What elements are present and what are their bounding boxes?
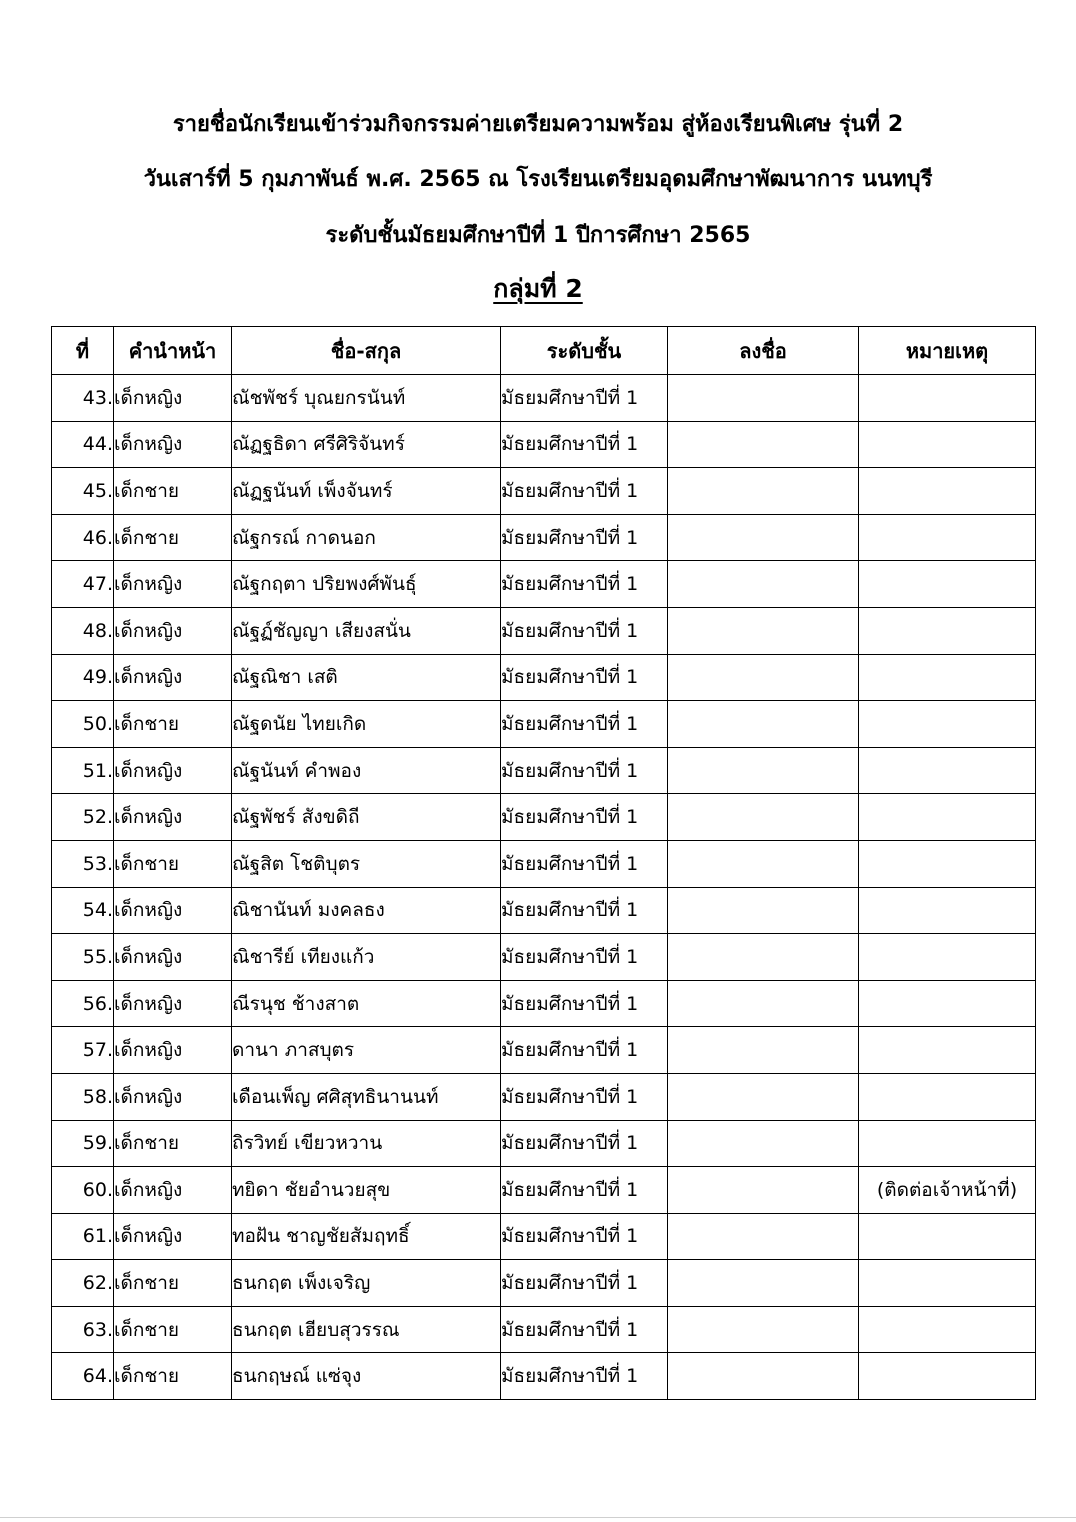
- table-row: [52, 468, 1036, 515]
- row-grade-level: มัธยมศึกษาปีที่ 1: [501, 375, 668, 422]
- row-number: 48.: [52, 607, 114, 654]
- row-signature-cell: [668, 1073, 859, 1120]
- row-grade-level: มัธยมศึกษาปีที่ 1: [501, 1120, 668, 1167]
- table-row: [52, 1260, 1036, 1307]
- row-prefix: เด็กหญิง: [114, 375, 232, 422]
- row-full-name: ณิชารีย์ เทียงแก้ว: [232, 934, 501, 981]
- row-full-name: ธนกฤต เฮียบสุวรรณ: [232, 1306, 501, 1353]
- row-signature-cell: [668, 1260, 859, 1307]
- row-full-name: ณัฐกรณ์ กาดนอก: [232, 514, 501, 561]
- row-grade-level: มัธยมศึกษาปีที่ 1: [501, 514, 668, 561]
- row-grade-level: มัธยมศึกษาปีที่ 1: [501, 934, 668, 981]
- table-row: [52, 747, 1036, 794]
- header-signature: ลงชื่อ: [668, 327, 859, 375]
- row-prefix: เด็กหญิง: [114, 934, 232, 981]
- row-prefix: เด็กชาย: [114, 701, 232, 748]
- row-grade-level: มัธยมศึกษาปีที่ 1: [501, 1213, 668, 1260]
- row-number: 44.: [52, 421, 114, 468]
- row-grade-level: มัธยมศึกษาปีที่ 1: [501, 468, 668, 515]
- row-note: [859, 794, 1036, 841]
- table-row: [52, 421, 1036, 468]
- row-signature-cell: [668, 468, 859, 515]
- row-note: (ติดต่อเจ้าหน้าที่): [859, 1167, 1036, 1214]
- row-full-name: ณีรนุช ช้างสาต: [232, 980, 501, 1027]
- row-note: [859, 1353, 1036, 1400]
- row-grade-level: มัธยมศึกษาปีที่ 1: [501, 1073, 668, 1120]
- table-row: [52, 980, 1036, 1027]
- row-signature-cell: [668, 607, 859, 654]
- row-grade-level: มัธยมศึกษาปีที่ 1: [501, 701, 668, 748]
- row-signature-cell: [668, 980, 859, 1027]
- row-full-name: ณัฐกฤตา ปริยพงศ์พันธุ์: [232, 561, 501, 608]
- table-row: [52, 654, 1036, 701]
- table-row: [52, 840, 1036, 887]
- row-grade-level: มัธยมศึกษาปีที่ 1: [501, 1306, 668, 1353]
- row-full-name: ณัฏฐธิดา ศรีศิริจันทร์: [232, 421, 501, 468]
- row-signature-cell: [668, 840, 859, 887]
- row-note: [859, 421, 1036, 468]
- row-full-name: ณัฐณิชา เสติ: [232, 654, 501, 701]
- row-number: 50.: [52, 701, 114, 748]
- row-prefix: เด็กชาย: [114, 840, 232, 887]
- student-roster-table: [51, 326, 1036, 1400]
- row-full-name: เดือนเพ็ญ ศศิสุทธินานนท์: [232, 1073, 501, 1120]
- table-row: [52, 607, 1036, 654]
- row-number: 56.: [52, 980, 114, 1027]
- table-header-row: [52, 327, 1036, 375]
- row-grade-level: มัธยมศึกษาปีที่ 1: [501, 747, 668, 794]
- row-grade-level: มัธยมศึกษาปีที่ 1: [501, 561, 668, 608]
- row-grade-level: มัธยมศึกษาปีที่ 1: [501, 794, 668, 841]
- header-level: ระดับชั้น: [501, 327, 668, 375]
- row-prefix: เด็กชาย: [114, 1353, 232, 1400]
- row-note: [859, 1073, 1036, 1120]
- row-full-name: ทยิดา ชัยอำนวยสุข: [232, 1167, 501, 1214]
- row-signature-cell: [668, 375, 859, 422]
- row-prefix: เด็กชาย: [114, 1120, 232, 1167]
- event-date-location: วันเสาร์ที่ 5 กุมภาพันธ์ พ.ศ. 2565 ณ โรงเรียนเตรียมอุดมศึกษาพัฒนาการ นนทบุรี: [143, 167, 933, 192]
- document-title: รายชื่อนักเรียนเข้าร่วมกิจกรรมค่ายเตรียมความพร้อม สู่ห้องเรียนพิเศษ รุ่นที่ 2: [172, 112, 904, 137]
- row-note: [859, 1260, 1036, 1307]
- row-signature-cell: [668, 561, 859, 608]
- header-note: หมายเหตุ: [859, 327, 1036, 375]
- row-number: 58.: [52, 1073, 114, 1120]
- header-no: ที่: [52, 327, 114, 375]
- table-row: [52, 794, 1036, 841]
- row-note: [859, 607, 1036, 654]
- row-number: 60.: [52, 1167, 114, 1214]
- row-prefix: เด็กชาย: [114, 1260, 232, 1307]
- row-grade-level: มัธยมศึกษาปีที่ 1: [501, 1353, 668, 1400]
- row-note: [859, 514, 1036, 561]
- row-full-name: ธนกฤษณ์ แซ่จุง: [232, 1353, 501, 1400]
- row-grade-level: มัธยมศึกษาปีที่ 1: [501, 980, 668, 1027]
- row-number: 64.: [52, 1353, 114, 1400]
- row-prefix: เด็กชาย: [114, 468, 232, 515]
- row-note: [859, 701, 1036, 748]
- row-note: [859, 980, 1036, 1027]
- row-number: 51.: [52, 747, 114, 794]
- row-signature-cell: [668, 1306, 859, 1353]
- row-prefix: เด็กหญิง: [114, 887, 232, 934]
- row-signature-cell: [668, 701, 859, 748]
- row-note: [859, 1027, 1036, 1074]
- row-number: 57.: [52, 1027, 114, 1074]
- table-row: [52, 1167, 1036, 1214]
- row-full-name: ณัฐพัชร์ สังขดิถี: [232, 794, 501, 841]
- row-note: [859, 468, 1036, 515]
- table-body: [52, 375, 1036, 1400]
- table-row: [52, 1306, 1036, 1353]
- row-prefix: เด็กหญิง: [114, 654, 232, 701]
- row-grade-level: มัธยมศึกษาปีที่ 1: [501, 887, 668, 934]
- row-prefix: เด็กหญิง: [114, 747, 232, 794]
- row-prefix: เด็กหญิง: [114, 421, 232, 468]
- row-grade-level: มัธยมศึกษาปีที่ 1: [501, 421, 668, 468]
- row-number: 55.: [52, 934, 114, 981]
- table-row: [52, 1213, 1036, 1260]
- row-grade-level: มัธยมศึกษาปีที่ 1: [501, 607, 668, 654]
- row-full-name: ณัฐนันท์ คำพอง: [232, 747, 501, 794]
- row-note: [859, 747, 1036, 794]
- row-prefix: เด็กหญิง: [114, 561, 232, 608]
- row-prefix: เด็กหญิง: [114, 1027, 232, 1074]
- row-signature-cell: [668, 1353, 859, 1400]
- row-prefix: เด็กหญิง: [114, 980, 232, 1027]
- row-grade-level: มัธยมศึกษาปีที่ 1: [501, 840, 668, 887]
- row-note: [859, 1213, 1036, 1260]
- header-name: ชื่อ-สกุล: [232, 327, 501, 375]
- grade-level-year: ระดับชั้นมัธยมศึกษาปีที่ 1 ปีการศึกษา 2565: [325, 223, 751, 248]
- row-grade-level: มัธยมศึกษาปีที่ 1: [501, 1027, 668, 1074]
- table-row: [52, 375, 1036, 422]
- row-note: [859, 887, 1036, 934]
- row-full-name: ธนกฤต เพ็งเจริญ: [232, 1260, 501, 1307]
- table-row: [52, 514, 1036, 561]
- row-signature-cell: [668, 887, 859, 934]
- row-prefix: เด็กชาย: [114, 514, 232, 561]
- row-signature-cell: [668, 514, 859, 561]
- table-row: [52, 561, 1036, 608]
- row-full-name: ถิรวิทย์ เขียวหวาน: [232, 1120, 501, 1167]
- row-number: 62.: [52, 1260, 114, 1307]
- row-signature-cell: [668, 654, 859, 701]
- row-full-name: ณัฐดนัย ไทยเกิด: [232, 701, 501, 748]
- row-note: [859, 654, 1036, 701]
- row-grade-level: มัธยมศึกษาปีที่ 1: [501, 1167, 668, 1214]
- table-row: [52, 701, 1036, 748]
- row-number: 49.: [52, 654, 114, 701]
- row-prefix: เด็กชาย: [114, 1306, 232, 1353]
- row-number: 61.: [52, 1213, 114, 1260]
- row-prefix: เด็กหญิง: [114, 1213, 232, 1260]
- table-row: [52, 1120, 1036, 1167]
- row-number: 47.: [52, 561, 114, 608]
- row-number: 52.: [52, 794, 114, 841]
- row-number: 45.: [52, 468, 114, 515]
- row-full-name: ดานา ภาสบุตร: [232, 1027, 501, 1074]
- row-number: 59.: [52, 1120, 114, 1167]
- row-signature-cell: [668, 1120, 859, 1167]
- row-note: [859, 375, 1036, 422]
- row-signature-cell: [668, 1213, 859, 1260]
- row-full-name: ณัฏฐนันท์ เพ็งจันทร์: [232, 468, 501, 515]
- row-signature-cell: [668, 934, 859, 981]
- row-grade-level: มัธยมศึกษาปีที่ 1: [501, 1260, 668, 1307]
- table-row: [52, 1353, 1036, 1400]
- row-number: 46.: [52, 514, 114, 561]
- row-full-name: ทอฝัน ชาญชัยสัมฤทธิ์: [232, 1213, 501, 1260]
- row-prefix: เด็กหญิง: [114, 1167, 232, 1214]
- row-signature-cell: [668, 747, 859, 794]
- table-row: [52, 1027, 1036, 1074]
- row-full-name: ณิชานันท์ มงคลธง: [232, 887, 501, 934]
- row-full-name: ณัฐสิต โชติบุตร: [232, 840, 501, 887]
- row-number: 43.: [52, 375, 114, 422]
- row-note: [859, 840, 1036, 887]
- header-prefix: คำนำหน้า: [114, 327, 232, 375]
- row-prefix: เด็กหญิง: [114, 1073, 232, 1120]
- row-signature-cell: [668, 794, 859, 841]
- row-note: [859, 1120, 1036, 1167]
- row-number: 63.: [52, 1306, 114, 1353]
- group-title: กลุ่มที่ 2: [493, 274, 583, 303]
- row-note: [859, 561, 1036, 608]
- row-number: 54.: [52, 887, 114, 934]
- table-row: [52, 887, 1036, 934]
- row-note: [859, 1306, 1036, 1353]
- row-signature-cell: [668, 421, 859, 468]
- row-signature-cell: [668, 1167, 859, 1214]
- row-prefix: เด็กหญิง: [114, 794, 232, 841]
- row-grade-level: มัธยมศึกษาปีที่ 1: [501, 654, 668, 701]
- page-bottom-divider: [0, 1517, 1076, 1518]
- row-note: [859, 934, 1036, 981]
- row-full-name: ณัฐฏ์ชัญญา เสียงสนั่น: [232, 607, 501, 654]
- row-full-name: ณัชพัชร์ บุณยกรนันท์: [232, 375, 501, 422]
- row-prefix: เด็กหญิง: [114, 607, 232, 654]
- row-signature-cell: [668, 1027, 859, 1074]
- table-row: [52, 934, 1036, 981]
- row-number: 53.: [52, 840, 114, 887]
- table-row: [52, 1073, 1036, 1120]
